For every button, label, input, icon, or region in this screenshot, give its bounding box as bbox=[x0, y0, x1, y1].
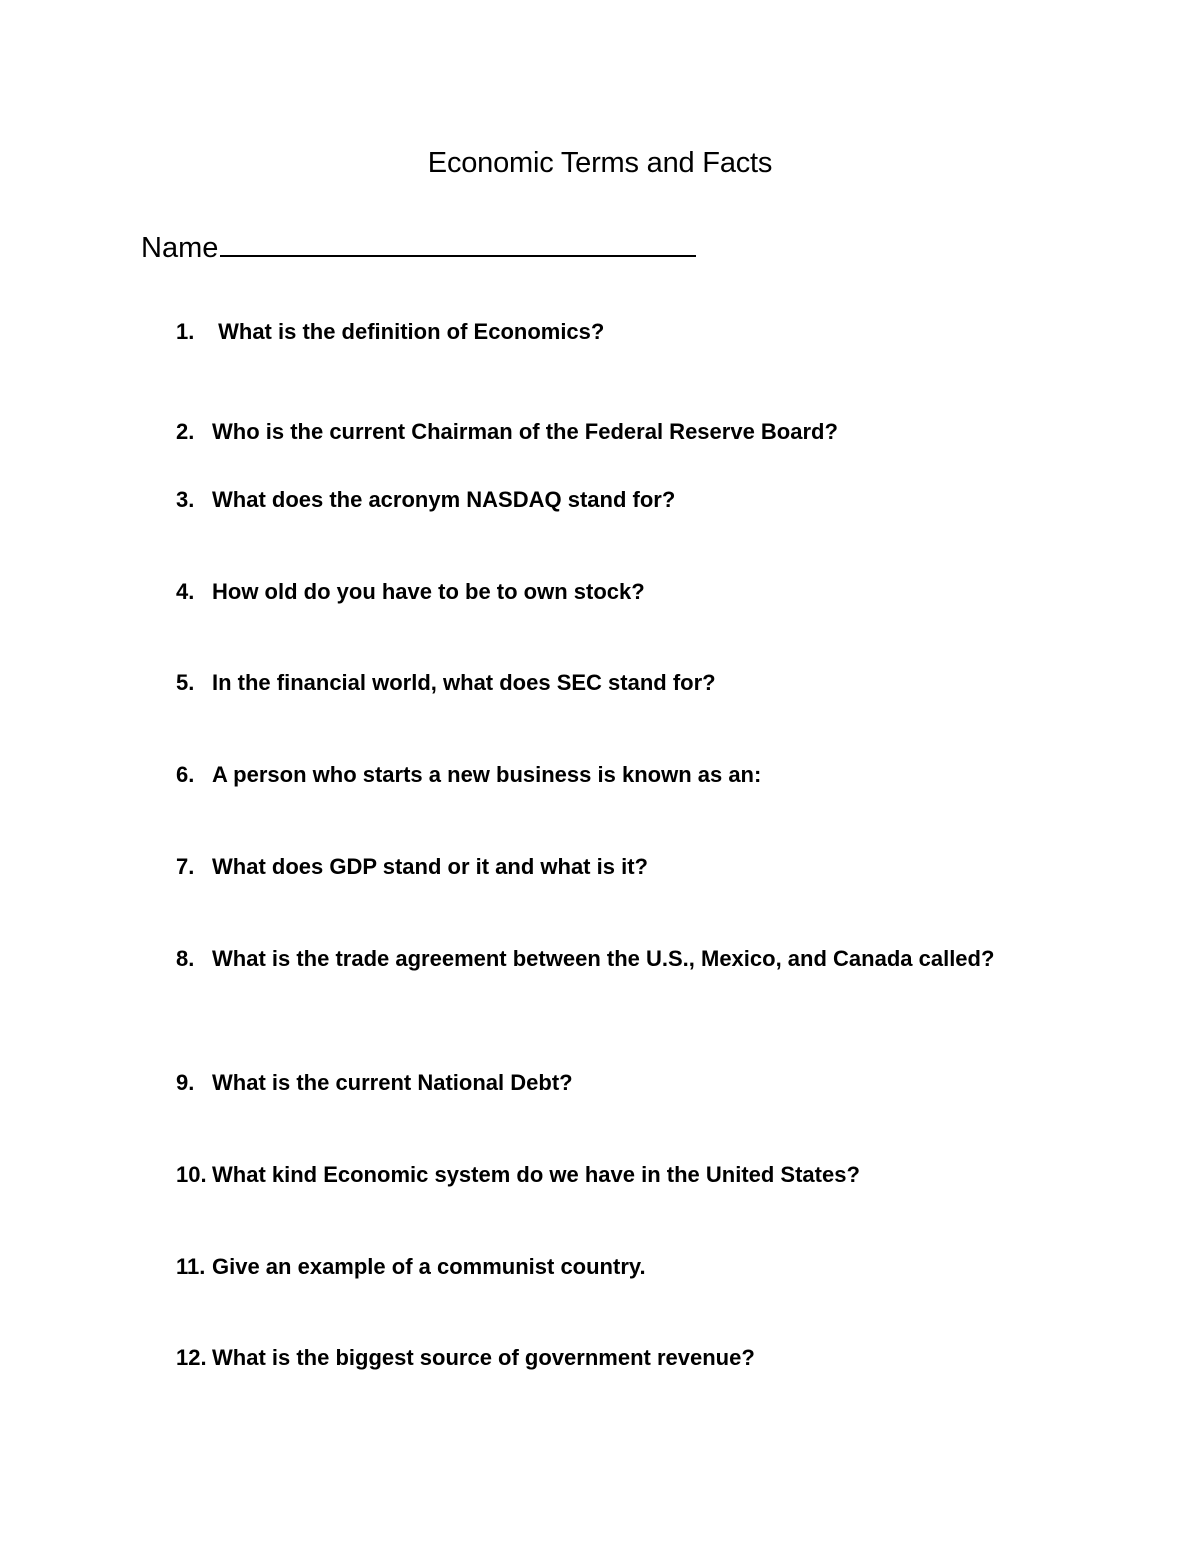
question-text: What is the current National Debt? bbox=[212, 1070, 573, 1095]
question-number: 3. bbox=[176, 487, 195, 512]
question-text: A person who starts a new business is known as an: bbox=[212, 762, 762, 787]
question-9 bbox=[176, 1067, 573, 1099]
question-number: 11. bbox=[176, 1254, 206, 1279]
page-title: Economic Terms and Facts bbox=[427, 147, 773, 179]
question-1 bbox=[176, 316, 604, 348]
question-number: 6. bbox=[176, 762, 195, 787]
name-field bbox=[141, 230, 696, 266]
question-number: 9. bbox=[176, 1070, 195, 1095]
question-number: 4. bbox=[176, 579, 195, 604]
question-text: Who is the current Chairman of the Federal Reserve Board? bbox=[212, 419, 838, 444]
question-12 bbox=[176, 1342, 755, 1374]
question-number: 10. bbox=[176, 1162, 207, 1187]
question-6 bbox=[176, 759, 761, 791]
question-10 bbox=[176, 1159, 860, 1191]
question-text: What does the acronym NASDAQ stand for? bbox=[212, 487, 676, 512]
question-text: Give an example of a communist country. bbox=[212, 1254, 646, 1279]
question-3 bbox=[176, 484, 675, 516]
name-label: Name bbox=[141, 232, 219, 264]
question-text: How old do you have to be to own stock? bbox=[212, 579, 645, 604]
question-number: 1. bbox=[176, 319, 195, 344]
name-blank-line bbox=[220, 254, 696, 257]
question-text: What does GDP stand or it and what is it? bbox=[212, 854, 648, 879]
question-7 bbox=[176, 851, 648, 883]
question-5 bbox=[176, 667, 716, 699]
question-text: What is the trade agreement between the U.S., Mexico, and Canada called? bbox=[212, 946, 995, 971]
question-number: 12. bbox=[176, 1345, 207, 1370]
question-11 bbox=[176, 1251, 646, 1283]
question-2 bbox=[176, 416, 838, 448]
question-8 bbox=[176, 943, 1002, 975]
question-text: What is the biggest source of government revenue? bbox=[212, 1345, 755, 1370]
question-number: 7. bbox=[176, 854, 195, 879]
question-number: 5. bbox=[176, 670, 195, 695]
question-number: 2. bbox=[176, 419, 195, 444]
question-text: What is the definition of Economics? bbox=[212, 319, 605, 344]
question-text: In the financial world, what does SEC stand for? bbox=[212, 670, 716, 695]
question-4 bbox=[176, 576, 645, 608]
question-number: 8. bbox=[176, 946, 195, 971]
question-text: What kind Economic system do we have in the United States? bbox=[212, 1162, 860, 1187]
